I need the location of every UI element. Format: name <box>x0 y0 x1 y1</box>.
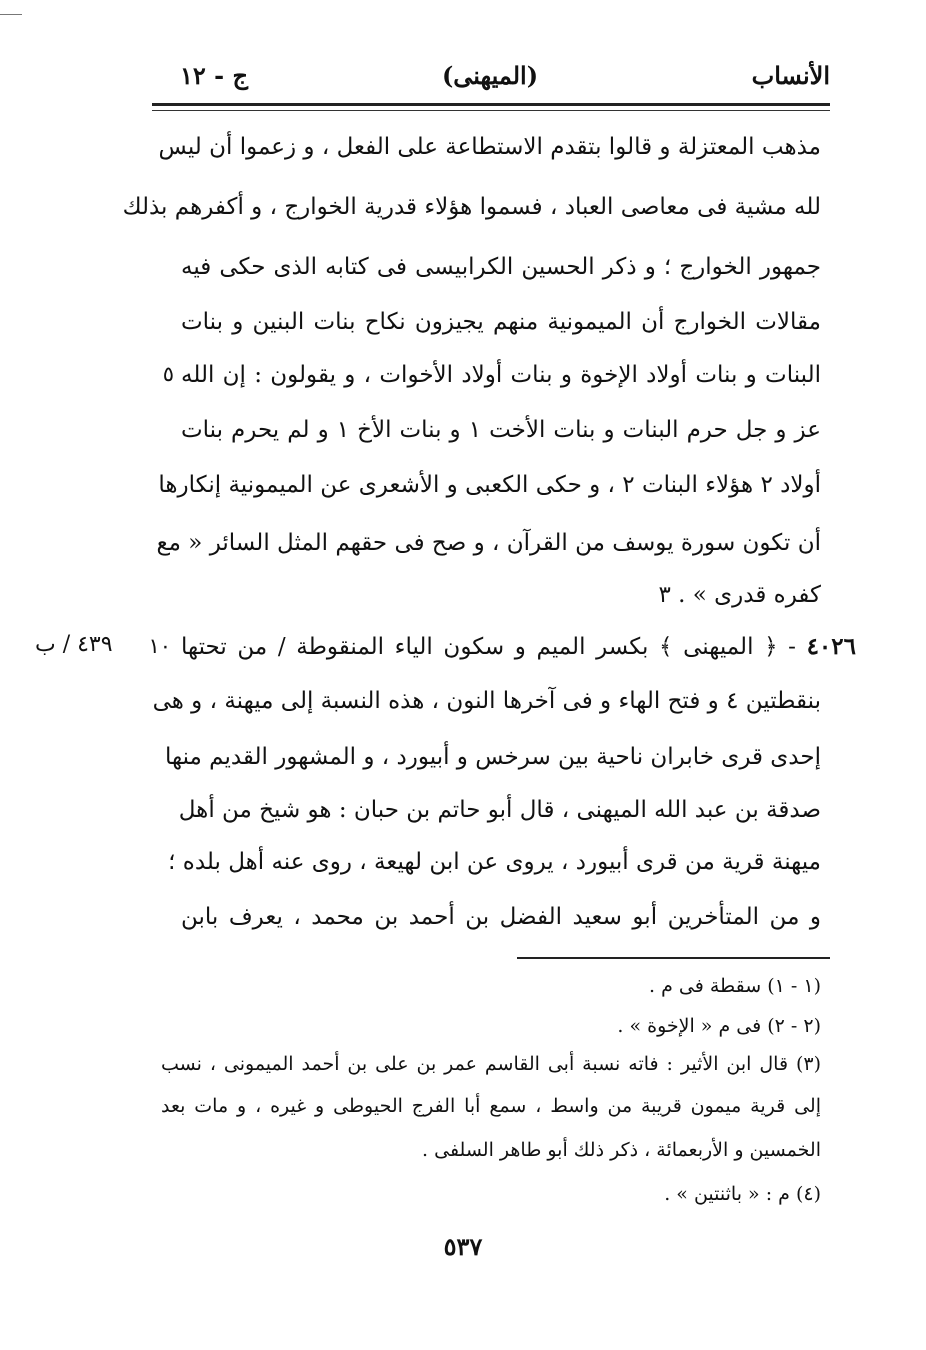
body-line: مقالات الخوارج أن الميمونية منهم يجيزون نكاح بنات البنين و بنات <box>181 309 821 335</box>
footnote: الخمسين و الأربعمائة ، ذكر ذلك أبو طاهر السلفى . <box>422 1139 821 1161</box>
folio-reference: ٤٣٩ / ب <box>35 632 113 657</box>
entry-line: إحدى قرى خابران ناحية بين سرخس و أبيورد ، و المشهور القديم منها <box>164 744 821 770</box>
line-number-5: ٥ <box>162 362 174 386</box>
body-line: أن تكون سورة يوسف من القرآن ، و صح فى حقهم المثل السائر « مع <box>156 530 821 556</box>
entry-first-line <box>181 632 856 664</box>
body-line: كفره قدرى » . ٣ <box>658 582 821 608</box>
body-line: البنات و بنات أولاد الإخوة و بنات أولاد الأخوات ، و يقولون : إن الله <box>181 362 821 388</box>
footnote: (٢ - ٢) فى م « الإخوة » . <box>617 1015 821 1037</box>
scan-edge-mark <box>0 14 22 15</box>
footnote-rule <box>517 957 830 959</box>
footnote: (١ - ١) سقطة فى م . <box>649 975 821 997</box>
body-line: مذهب المعتزلة و قالوا بتقدم الاستطاعة على الفعل ، و زعموا أن ليس <box>158 134 821 160</box>
running-header <box>150 55 830 95</box>
body-line: جمهور الخوارج ؛ و ذكر الحسين الكرابيسى فى كتابه الذى حكى فيه <box>181 254 821 280</box>
entry-line: - ﴿ الميهنى ﴾ بكسر الميم و سكون الياء المنقوطة / من تحتها <box>181 634 796 660</box>
body-line: عز و جل حرم البنات و بنات الأخت ١ و بنات الأخ ١ و لم يحرم بنات <box>181 417 821 443</box>
header-volume: ج - ١٢ <box>180 61 248 90</box>
footnote: (٣) قال ابن الأثير : فاته نسبة أبى القاسم عمر بن على بن أحمد الميمونى ، نسب <box>161 1053 821 1075</box>
footnote: (٤) م : « باثنتين » . <box>664 1183 821 1205</box>
header-entry-title: (الميهنى) <box>441 61 539 90</box>
entry-line: صدقة بن عبد الله الميهنى ، قال أبو حاتم بن حبان : هو شيخ من أهل <box>178 797 821 823</box>
line-number-10: ١٠ <box>148 634 171 658</box>
entry-number: ٤٠٢٦ <box>806 633 856 660</box>
body-line: لله مشية فى معاصى العباد ، فسموا هؤلاء قدرية الخوارج ، و أكفرهم بذلك <box>122 194 821 220</box>
header-book-title: الأنساب <box>751 61 830 90</box>
entry-line: و من المتأخرين أبو سعيد الفضل بن أحمد بن محمد ، يعرف بابن <box>181 904 821 930</box>
entry-line: ميهنة قرية من قرى أبيورد ، يروى عن ابن لهيعة ، روى عنه أهل بلده ؛ <box>168 849 821 875</box>
header-rule-thick <box>152 103 830 106</box>
entry-line: بنقطتين ٤ و فتح الهاء و فى آخرها النون ، هذه النسبة إلى ميهنة ، و هى <box>152 688 821 714</box>
body-line: أولاد ٢ هؤلاء البنات ٢ ، و حكى الكعبى و الأشعرى عن الميمونية إنكارها <box>158 472 821 498</box>
page-number: ٥٣٧ <box>443 1232 483 1261</box>
footnote: إلى قرية ميمون قريبة من واسط ، سمع أبا الفرج الحيوطى و غيره ، و مات بعد <box>161 1095 821 1117</box>
header-rule-thin <box>152 110 830 111</box>
